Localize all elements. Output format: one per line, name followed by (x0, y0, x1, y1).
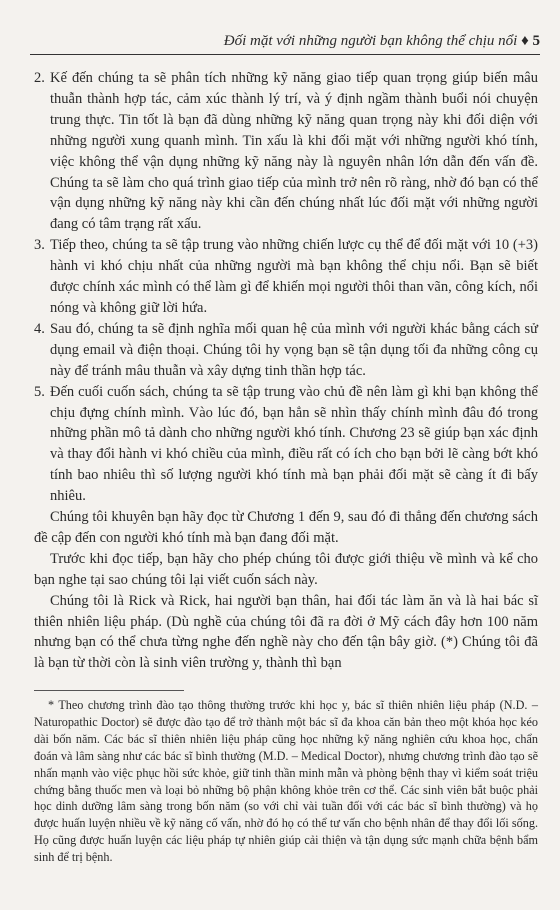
list-number: 2. (34, 70, 45, 86)
header-title: Đối mặt với những người bạn không thể chịu nổi (223, 33, 518, 49)
footnote: * Theo chương trình đào tạo thông thường trước khi học y, bác sĩ thiên nhiên liệu pháp (N.D. – Naturopathic Doctor) sẽ được đào tạo để trở thành một bác sĩ đa khoa căn bản theo một khóa học kéo dài bốn năm. Các bác sĩ thiên nhiên liệu pháp cũng học những kỹ năng nghiên cứu khoa học, chẩn đoán và lâm sàng như các bác sĩ bình thường (M.D. – Medical Doctor), nhưng chương trình đào tạo sẽ nhấn mạnh vào việc phục hồi sức khỏe, giữ tinh thần minh mẫn và phòng bệnh thay vì kiểm soát triệu chứng bằng thuốc men và loại bỏ những bộ phận không khỏe trên cơ thể. Các sinh viên bắt buộc phải học dinh dưỡng lâm sàng trong bốn năm (so với chỉ vài tuần đối với các bác sĩ bình thường) và họ được huấn luyện nhiều về kỹ năng cố vấn, nhờ đó họ có thể tư vấn cho bệnh nhân để thay đổi lối sống. Họ cũng được huấn luyện các liệu pháp tự nhiên giúp cải thiện và tận dụng sức mạnh chữa bệnh bẩm sinh để trị bệnh. (34, 698, 538, 865)
page-number: 5 (532, 33, 540, 49)
paragraph: Chúng tôi là Rick và Rick, hai người bạn thân, hai đối tác làm ăn và là hai bác sĩ thiên nhiên liệu pháp. (Dù nghề của chúng tôi đã ra đời ở Mỹ cách đây hơn 100 năm nhưng bạn có thể chưa từng nghe đến nghề này cho đến tận bây giờ. (*) Chúng tôi đã là bạn từ thời còn là sinh viên trường y, thành thì bạn (34, 592, 538, 672)
list-item (34, 68, 538, 235)
paragraph: Trước khi đọc tiếp, bạn hãy cho phép chúng tôi được giới thiệu về mình và kể cho bạn nghe tại sao chúng tôi lại viết cuốn sách này. (34, 550, 538, 588)
list-text: Đến cuối cuốn sách, chúng ta sẽ tập trung vào chủ đề nên làm gì khi bạn không thể chịu đựng chính mình. Vào lúc đó, bạn hẳn sẽ nhìn thấy chính mình đâu đó trong những phần mô tả dành cho những người khó tính. Chương 23 sẽ giúp bạn xác định và thay đổi hành vi khó chiều của mình, điều rất có ích cho bạn bởi lẽ càng bớt khó tính bao nhiêu thì số lượng người khó tính mà bạn phải đối mặt sẽ càng ít đi bấy nhiêu. (50, 383, 538, 505)
list-number: 3. (34, 237, 45, 254)
list-text: Tiếp theo, chúng ta sẽ tập trung vào những chiến lược cụ thể để đối mặt với 10 (+3) hành vi khó chịu nhất của những người mà bạn không thể chịu nổi. Bạn sẽ biết được chính xác mình có thể làm gì để khiến mọi người thôi than vãn, công kích, nổi nóng và không giữ lời hứa. (50, 237, 538, 316)
list-item (34, 319, 538, 382)
list-item (34, 382, 538, 507)
list-item (34, 235, 538, 319)
numbered-list (34, 68, 538, 507)
header-separator: ♦ (521, 33, 529, 49)
footnote-divider (34, 690, 184, 691)
running-header (30, 30, 540, 55)
paragraph: Chúng tôi khuyên bạn hãy đọc từ Chương 1 đến 9, sau đó đi thẳng đến chương sách đề cập đến con người khó tính mà bạn đang đối mặt. (34, 509, 538, 546)
list-text: Sau đó, chúng ta sẽ định nghĩa mối quan hệ của mình với người khác bằng cách sử dụng email và điện thoại. Chúng tôi hy vọng bạn sẽ tận dụng tối đa những công cụ này để tránh mâu thuẫn và xây dựng tinh thần hợp tác. (50, 320, 538, 379)
main-text (34, 68, 538, 674)
list-number: 4. (34, 320, 45, 337)
list-number: 5. (34, 383, 45, 400)
list-text: Kế đến chúng ta sẽ phân tích những kỹ năng giao tiếp quan trọng giúp biến mâu thuẫn thành hợp tác, cảm xúc thành lý trí, và ý định ngầm thành buổi nói chuyện trung thực. Tin tốt là bạn đã dùng những kỹ năng quan trọng này khi đối diện với những người xung quanh mình. Tin xấu là khi đối mặt với những người khó tính, việc không thể vận dụng những kỹ năng này là nguyên nhân lớn dẫn đến vấn đề. Chúng ta sẽ làm cho quá trình giao tiếp của mình trở nên rõ ràng, nhờ đó bạn có thể vận dụng những kỹ năng này khi cần đến chúng nhất lúc đối mặt với những người đang có tâm trạng rất xấu. (50, 70, 538, 233)
